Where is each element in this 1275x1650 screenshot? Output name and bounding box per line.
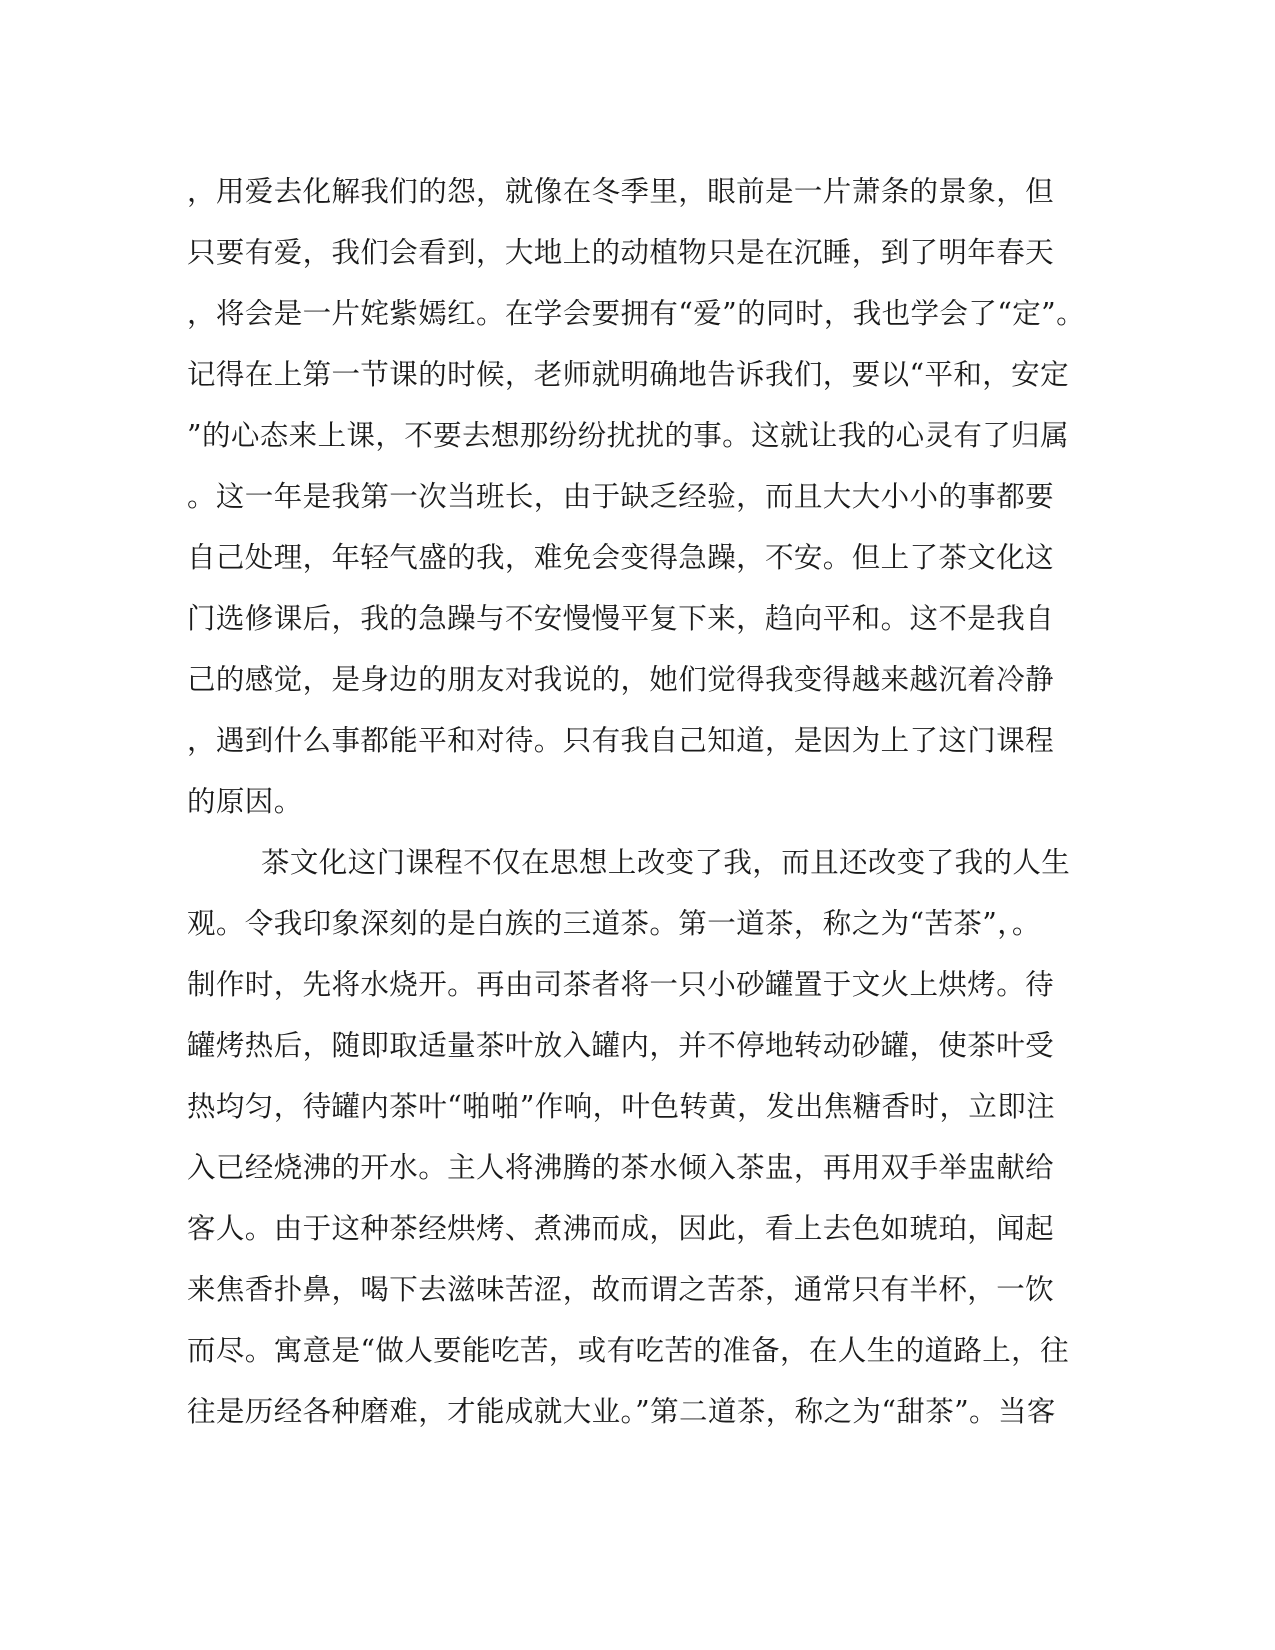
text-line: ，遇到什么事都能平和对待。只有我自己知道，是因为上了这门课程 <box>187 724 1055 757</box>
text-line: 的原因。 <box>187 785 303 818</box>
text-line: 热均匀，待罐内茶叶“啪啪”作响，叶色转黄，发出焦糖香时，立即注 <box>187 1090 1056 1123</box>
text-line: 自己处理，年轻气盛的我，难免会变得急躁，不安。但上了茶文化这 <box>187 541 1055 574</box>
text-line: ，将会是一片姹紫嫣红。在学会要拥有“爱”的同时，我也学会了“定”。 <box>187 297 1085 330</box>
text-line: 记得在上第一节课的时候，老师就明确地告诉我们，要以“平和，安定 <box>187 358 1069 391</box>
text-line: 己的感觉，是身边的朋友对我说的，她们觉得我变得越来越沉着冷静 <box>187 663 1055 696</box>
text-line: 。这一年是我第一次当班长，由于缺乏经验，而且大大小小的事都要 <box>187 480 1055 513</box>
text-line: 入已经烧沸的开水。主人将沸腾的茶水倾入茶盅，再用双手举盅献给 <box>187 1151 1055 1184</box>
text-line: 观。令我印象深刻的是白族的三道茶。第一道茶，称之为“苦茶”，。 <box>187 907 1041 940</box>
text-line: 客人。由于这种茶经烘烤、煮沸而成，因此，看上去色如琥珀，闻起 <box>187 1212 1055 1245</box>
text-line: ”的心态来上课，不要去想那纷纷扰扰的事。这就让我的心灵有了归属 <box>187 419 1069 452</box>
text-line: 而尽。寓意是“做人要能吃苦，或有吃苦的准备，在人生的道路上，往 <box>187 1334 1069 1367</box>
text-line: 只要有爱，我们会看到，大地上的动植物只是在沉睡，到了明年春天 <box>187 236 1055 269</box>
paragraph-start-line: 茶文化这门课程不仅在思想上改变了我，而且还改变了我的人生 <box>261 846 1071 879</box>
text-line: ，用爱去化解我们的怨，就像在冬季里，眼前是一片萧条的景象，但 <box>187 175 1055 208</box>
text-line: 往是历经各种磨难，才能成就大业。”第二道茶，称之为“甜茶”。当客 <box>187 1395 1056 1428</box>
body-text <box>187 161 1087 1442</box>
text-line: 制作时，先将水烧开。再由司茶者将一只小砂罐置于文火上烘烤。待 <box>187 968 1055 1001</box>
text-line: 来焦香扑鼻，喝下去滋味苦涩，故而谓之苦茶，通常只有半杯，一饮 <box>187 1273 1055 1306</box>
text-line: 罐烤热后，随即取适量茶叶放入罐内，并不停地转动砂罐，使茶叶受 <box>187 1029 1055 1062</box>
text-line: 门选修课后，我的急躁与不安慢慢平复下来，趋向平和。这不是我自 <box>187 602 1055 635</box>
